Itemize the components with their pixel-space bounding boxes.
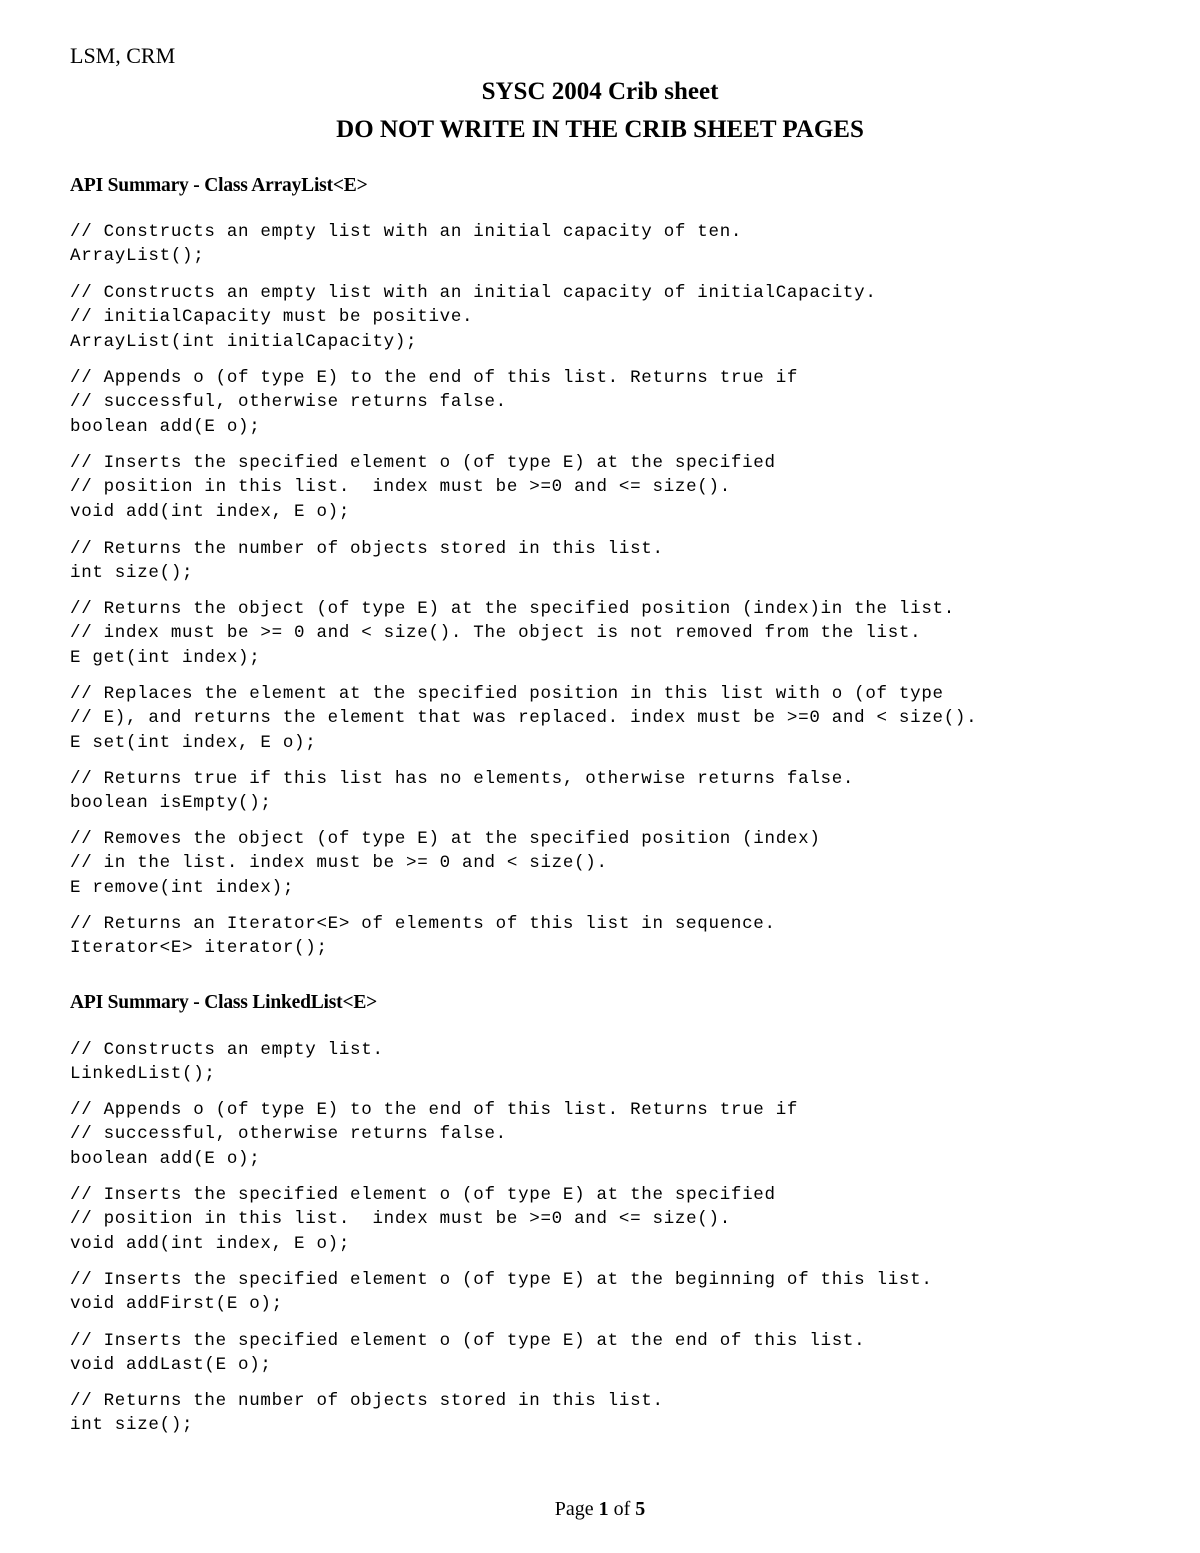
code-comment: // Returns true if this list has no elements, otherwise returns false. <box>70 769 855 789</box>
api-entry <box>70 1268 1180 1317</box>
code-comment: // Constructs an empty list with an initial capacity of ten. <box>70 222 743 242</box>
api-entry <box>70 1389 1180 1438</box>
code-comment: // in the list. index must be >= 0 and < size(). <box>70 853 608 874</box>
code-comment: // successful, otherwise returns false. <box>70 1124 507 1145</box>
code-comment: // Inserts the specified element o (of type E) at the beginning of this list. <box>70 1270 933 1290</box>
code-comment: // E), and returns the element that was replaced. index must be >=0 and < size(). <box>70 708 978 729</box>
code-comment: // initialCapacity must be positive. <box>70 307 474 328</box>
api-entry <box>70 767 1180 816</box>
method-signature: int size(); <box>70 1415 194 1436</box>
method-signature: void add(int index, E o); <box>70 501 351 522</box>
method-signature: E set(int index, E o); <box>70 732 317 753</box>
method-signature: void addLast(E o); <box>70 1355 272 1376</box>
code-comment: // Replaces the element at the specified position in this list with o (of type <box>70 684 944 704</box>
author-initials: LSM, CRM <box>70 43 176 68</box>
code-comment: // Inserts the specified element o (of type E) at the specified <box>70 1185 776 1205</box>
code-comment: // Constructs an empty list. <box>70 1040 384 1060</box>
code-comment: // successful, otherwise returns false. <box>70 392 507 413</box>
page-subtitle: DO NOT WRITE IN THE CRIB SHEET PAGES <box>336 116 864 143</box>
code-comment: // Returns the object (of type E) at the specified position (index)in the list. <box>70 599 955 619</box>
api-entry <box>70 537 1180 586</box>
code-comment: // position in this list. index must be >=0 and <= size(). <box>70 477 731 498</box>
page-footer <box>0 1497 1200 1521</box>
method-signature: Iterator<E> iterator(); <box>70 938 328 959</box>
method-signature: void addFirst(E o); <box>70 1294 283 1315</box>
api-entry <box>70 827 1180 900</box>
page-word: Page <box>554 1498 594 1520</box>
api-entry <box>70 220 1180 269</box>
code-comment: // position in this list. index must be >=0 and <= size(). <box>70 1209 731 1230</box>
api-entry <box>70 366 1180 439</box>
method-signature: boolean isEmpty(); <box>70 793 272 814</box>
code-comment: // Removes the object (of type E) at the specified position (index) <box>70 829 821 849</box>
api-entry <box>70 912 1180 961</box>
code-comment: // Appends o (of type E) to the end of this list. Returns true if <box>70 1100 799 1120</box>
code-comment: // Appends o (of type E) to the end of this list. Returns true if <box>70 368 799 388</box>
section-heading-arraylist: API Summary - Class ArrayList<E> <box>70 175 368 196</box>
of-word: of <box>613 1498 631 1520</box>
code-comment: // index must be >= 0 and < size(). The object is not removed from the list. <box>70 623 922 644</box>
code-comment: // Inserts the specified element o (of type E) at the end of this list. <box>70 1331 866 1351</box>
page-title: SYSC 2004 Crib sheet <box>481 78 719 105</box>
api-entry <box>70 451 1180 524</box>
method-signature: ArrayList(int initialCapacity); <box>70 331 418 352</box>
api-entry <box>70 281 1180 354</box>
code-comment: // Returns the number of objects stored in this list. <box>70 539 664 559</box>
method-signature: int size(); <box>70 563 194 584</box>
code-comment: // Returns an Iterator<E> of elements of this list in sequence. <box>70 914 776 934</box>
code-comment: // Constructs an empty list with an initial capacity of initialCapacity. <box>70 283 877 303</box>
api-entry <box>70 1329 1180 1378</box>
page-total: 5 <box>635 1498 646 1520</box>
method-signature: void add(int index, E o); <box>70 1233 351 1254</box>
method-signature: E remove(int index); <box>70 877 295 898</box>
method-signature: boolean add(E o); <box>70 1148 261 1169</box>
code-comment: // Returns the number of objects stored in this list. <box>70 1391 664 1411</box>
method-signature: E get(int index); <box>70 647 261 668</box>
api-entry <box>70 682 1180 755</box>
code-comment: // Inserts the specified element o (of type E) at the specified <box>70 453 776 473</box>
api-entry <box>70 597 1180 670</box>
section-heading-linkedlist: API Summary - Class LinkedList<E> <box>70 992 378 1013</box>
api-entry <box>70 1183 1180 1256</box>
api-entry <box>70 1098 1180 1171</box>
api-entry <box>70 1038 1180 1087</box>
page-number: 1 <box>598 1498 609 1520</box>
method-signature: LinkedList(); <box>70 1064 216 1085</box>
method-signature: boolean add(E o); <box>70 416 261 437</box>
method-signature: ArrayList(); <box>70 246 205 267</box>
